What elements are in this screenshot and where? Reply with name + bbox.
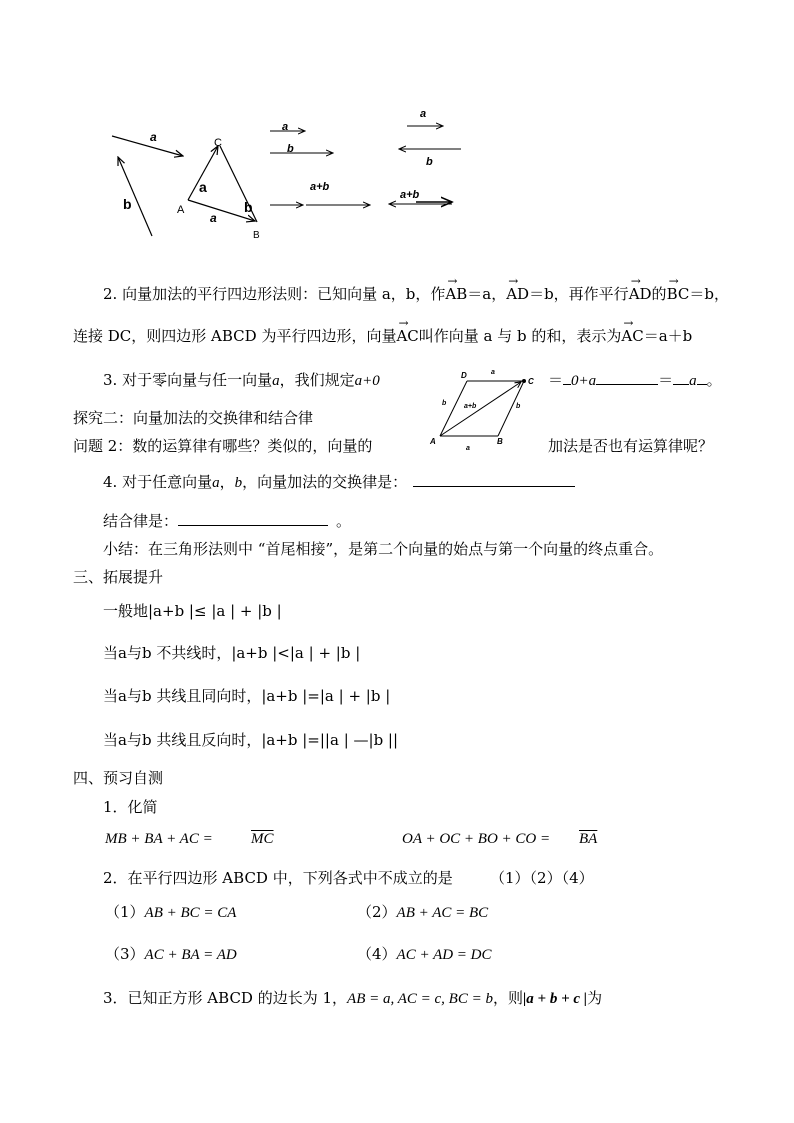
associative-blank[interactable] xyxy=(178,511,328,526)
q1-expr2: OA + OC + BO + CO = xyxy=(402,831,551,847)
opt4-num: （4） xyxy=(357,945,397,963)
label-a: a xyxy=(150,130,157,144)
opp-dir-label-a: a xyxy=(420,108,427,120)
s3-expr2: 0+a xyxy=(571,373,597,389)
s2-text-d: ＝a＋b xyxy=(643,327,693,345)
point-c-dot xyxy=(522,379,526,383)
s3-text: 3. 对于零向量与任一向量 xyxy=(103,371,273,389)
q4-vec-a: a xyxy=(212,475,220,491)
q4-text: 4. 对于任意向量 xyxy=(103,473,213,491)
point-c: C xyxy=(214,137,222,149)
q4-text-b: ，向量加法的交换律是： xyxy=(242,473,408,491)
opp-dir-label-b: b xyxy=(426,156,433,168)
triangle-label-b: b xyxy=(244,199,253,215)
para-label-a-top: a xyxy=(491,369,495,376)
section3-title: 三、拓展提升 xyxy=(73,568,164,586)
triangle-rule-figure xyxy=(0,0,794,250)
q3-text: 3．已知正方形 ABCD 的边长为 1， xyxy=(103,989,348,1007)
vector-ab: → AB xyxy=(445,284,467,304)
s3-end: 。 xyxy=(706,371,722,389)
s3-eq2: ＝ xyxy=(658,371,674,389)
para-label-b-left: b xyxy=(442,400,447,407)
section3-line1: 一般地|a+b |≤ |a | + |b | xyxy=(103,602,282,620)
vector-bc: → BC xyxy=(667,284,690,304)
para-point-c: C xyxy=(528,377,534,386)
s2-eq-a: ＝a， xyxy=(467,285,507,303)
explore-assoc xyxy=(103,511,351,531)
explore-q4 xyxy=(103,472,575,493)
s3-right xyxy=(548,370,722,391)
q4-sep: ， xyxy=(219,473,235,491)
point-a: A xyxy=(177,204,185,216)
vector-ad: → AD xyxy=(506,284,529,304)
q2-answer: （1）（2）（4） xyxy=(490,869,594,887)
s3-vec-a: a xyxy=(272,373,280,389)
section3-line2: 当a与b 不共线时，|a+b |<|a | + |b | xyxy=(103,644,361,662)
para-label-sum: a+b xyxy=(464,403,477,410)
q2-option1 xyxy=(105,902,236,923)
q2-option4 xyxy=(357,944,492,965)
q1-answer2: $\overline{BA}$ xyxy=(579,831,598,847)
s2-text-c: 叫作向量 a 与 b 的和，表示为 xyxy=(418,327,622,345)
q1-label: 1．化简 xyxy=(103,798,158,816)
q3-expr2: |a + b + c | xyxy=(522,991,588,1007)
section3-line4: 当a与b 共线且反向时，|a+b |=||a | —|b || xyxy=(103,731,399,749)
opt2-expr: AB + AC = BC xyxy=(396,905,489,921)
opt3-num: （3） xyxy=(105,945,145,963)
para-label-b-right: b xyxy=(516,403,521,410)
parallelogram-figure xyxy=(428,362,544,456)
para-point-d: D xyxy=(461,371,467,380)
summary: 小结：在三角形法则中 “首尾相接”，是第二个向量的始点与第一个向量的终点重合。 xyxy=(103,540,664,558)
triangle-label-a: a xyxy=(199,179,207,195)
q2-option2 xyxy=(357,902,488,923)
s3-ans: a xyxy=(689,373,697,389)
s3-expr: a+0 xyxy=(354,373,380,389)
para-point-b: B xyxy=(497,437,503,446)
opt3-expr: AC + BA = AD xyxy=(144,947,237,963)
para-point-a: A xyxy=(430,437,436,446)
q2-text: 2．在平行四边形 ABCD 中，下列各式中不成立的是 xyxy=(103,869,453,887)
s2-eq-b: ＝b，再作平行 xyxy=(529,285,629,303)
s3-blank2[interactable] xyxy=(596,370,658,385)
point-b: B xyxy=(253,230,260,241)
vector-ad-2: → AD xyxy=(629,284,652,304)
s3-eq1: ＝ xyxy=(548,371,564,389)
s3-blank1[interactable] xyxy=(563,370,571,385)
s3-text-b: ，我们规定 xyxy=(279,371,355,389)
q3-text-b: ，则 xyxy=(492,989,523,1007)
same-dir-label-a: a xyxy=(282,121,289,133)
assoc-label: 结合律是： xyxy=(103,512,179,530)
s3-line xyxy=(103,370,380,391)
para-diagonal-ac xyxy=(440,382,521,436)
section4-title: 四、预习自测 xyxy=(73,769,164,787)
s2-line2 xyxy=(73,326,692,346)
s3-blank3[interactable] xyxy=(673,370,689,385)
vector-ac-2: → AC xyxy=(621,326,643,346)
explore-q2-right: 加法是否也有运算律呢？ xyxy=(548,437,714,455)
same-dir-label-sum: a+b xyxy=(310,181,330,193)
assoc-end: 。 xyxy=(336,512,352,530)
opt4-expr: AC + AD = DC xyxy=(396,947,492,963)
q4-vec-b: b xyxy=(234,475,243,491)
q3-expr: AB = a, AC = c, BC = b xyxy=(347,991,493,1007)
vector-a-line xyxy=(112,136,183,156)
opt1-num: （1） xyxy=(105,903,145,921)
commutative-blank[interactable] xyxy=(413,472,575,487)
same-dir-label-b: b xyxy=(287,143,294,155)
s2-line1 xyxy=(103,284,729,304)
para-side-ad xyxy=(440,381,467,436)
s3-blank4[interactable] xyxy=(697,370,707,385)
s2-text-b: 连接 DC，则四边形 ABCD 为平行四边形，向量 xyxy=(73,327,397,345)
opp-dir-label-sum: a+b xyxy=(400,189,420,201)
opt2-num: （2） xyxy=(357,903,397,921)
vector-ac: → AC xyxy=(396,326,418,346)
explore-q2-left: 问题 2：数的运算律有哪些？类似的，向量的 xyxy=(73,437,373,455)
s2-de: 的 xyxy=(651,285,667,303)
q3-text-c: 为 xyxy=(587,989,603,1007)
q3-line xyxy=(103,988,602,1009)
explore-title: 探究二：向量加法的交换律和结合律 xyxy=(73,409,314,427)
s2-text-a: 2. 向量加法的平行四边形法则：已知向量 a，b，作 xyxy=(103,285,446,303)
s2-eq-b2: ＝b， xyxy=(689,285,729,303)
section3-line3: 当a与b 共线且同向时，|a+b |=|a | + |b | xyxy=(103,687,391,705)
q2-option3 xyxy=(105,944,237,965)
label-b: b xyxy=(123,196,132,212)
q1-expr1: MB + BA + AC = xyxy=(105,831,213,847)
q1-answer1: $\overline{MC}$ xyxy=(251,831,274,847)
triangle-label-a-bottom: a xyxy=(210,211,217,225)
para-label-a-bottom: a xyxy=(466,445,470,452)
opt1-expr: AB + BC = CA xyxy=(144,905,237,921)
